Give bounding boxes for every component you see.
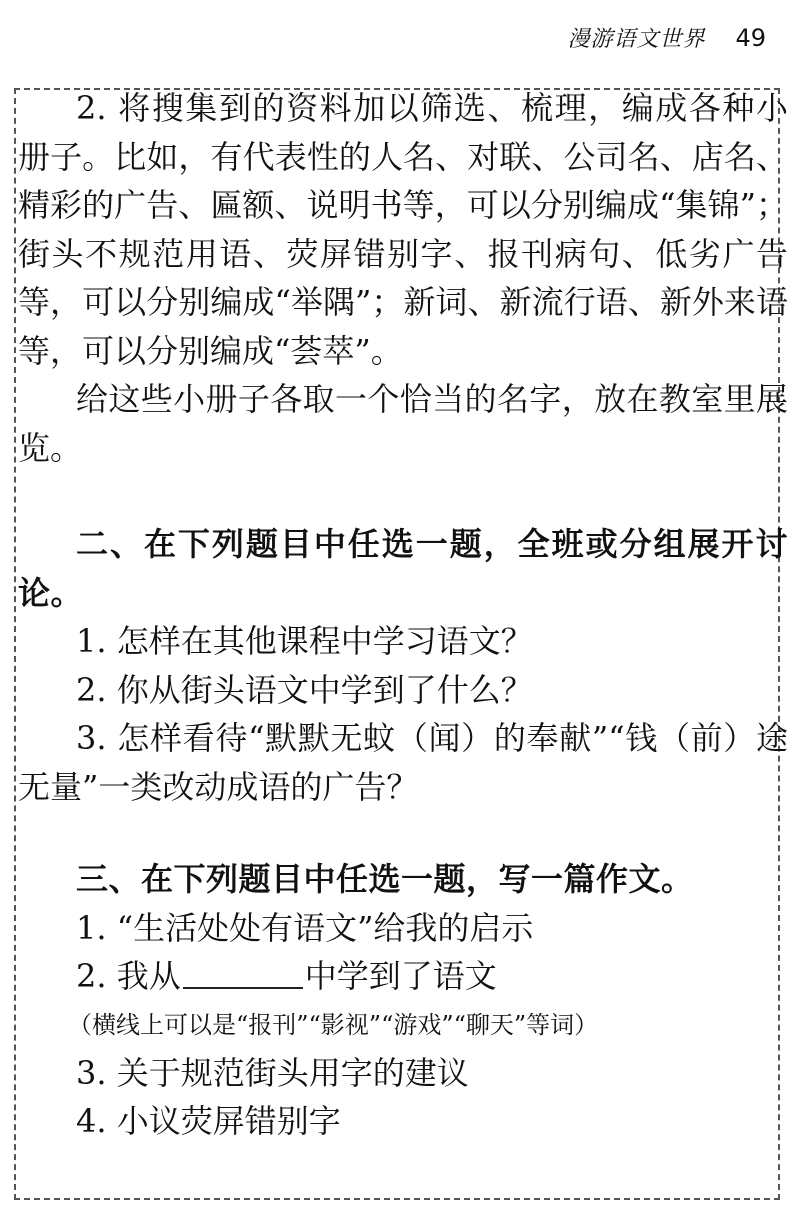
section-2-item-1: 1. 怎样在其他课程中学习语文？: [76, 622, 533, 660]
section-2-title: 二、在下列题目中任选一题，全班或分组展开讨论。: [18, 525, 788, 612]
header-title: 漫游语文世界: [567, 27, 706, 52]
section-3-item-3: 3. 关于规范街头用字的建议: [76, 1053, 469, 1092]
page-number: 49: [735, 24, 766, 52]
section-3-item-1: 1. “生活处处有语文”给我的启示: [76, 908, 534, 947]
section-3-title: 三、在下列题目中任选一题，写一篇作文。: [76, 860, 694, 898]
section-3-item-4: 4. 小议荧屏错别字: [76, 1102, 341, 1140]
page-content: [18, 84, 788, 1146]
fill-in-blank: [183, 959, 303, 989]
section-2-item-2: 2. 你从街头语文中学到了什么？: [76, 670, 533, 709]
paragraph-name-booklets: 给这些小册子各取一个恰当的名字，放在教室里展览。: [18, 380, 788, 467]
section-3-note: （横线上可以是“报刊”“影视”“游戏”“聊天”等词）: [68, 1010, 599, 1039]
spacer: [18, 472, 788, 520]
spacer: [18, 811, 788, 855]
item-2-prefix: 2. 我从: [76, 957, 181, 995]
running-header: [567, 22, 766, 53]
item-2-suffix: 中学到了语文: [304, 957, 497, 995]
section-3-item-2: [18, 952, 788, 1001]
section-2-item-3: 3. 怎样看待“默默无蚊（闻）的奉献”“钱（前）途无量”一类改动成语的广告？: [18, 719, 788, 806]
paragraph-compile-booklets: 2. 将搜集到的资料加以筛选、梳理，编成各种小册子。比如，有代表性的人名、对联、公司名、店名、精彩的广告、匾额、说明书等，可以分别编成“集锦”；街头不规范用语、荧屏错别字、报刊病句、低劣广告等，可以分别编成“举隅”；新词、新流行语、新外来语等，可以分别编成“荟萃”。: [18, 89, 788, 370]
